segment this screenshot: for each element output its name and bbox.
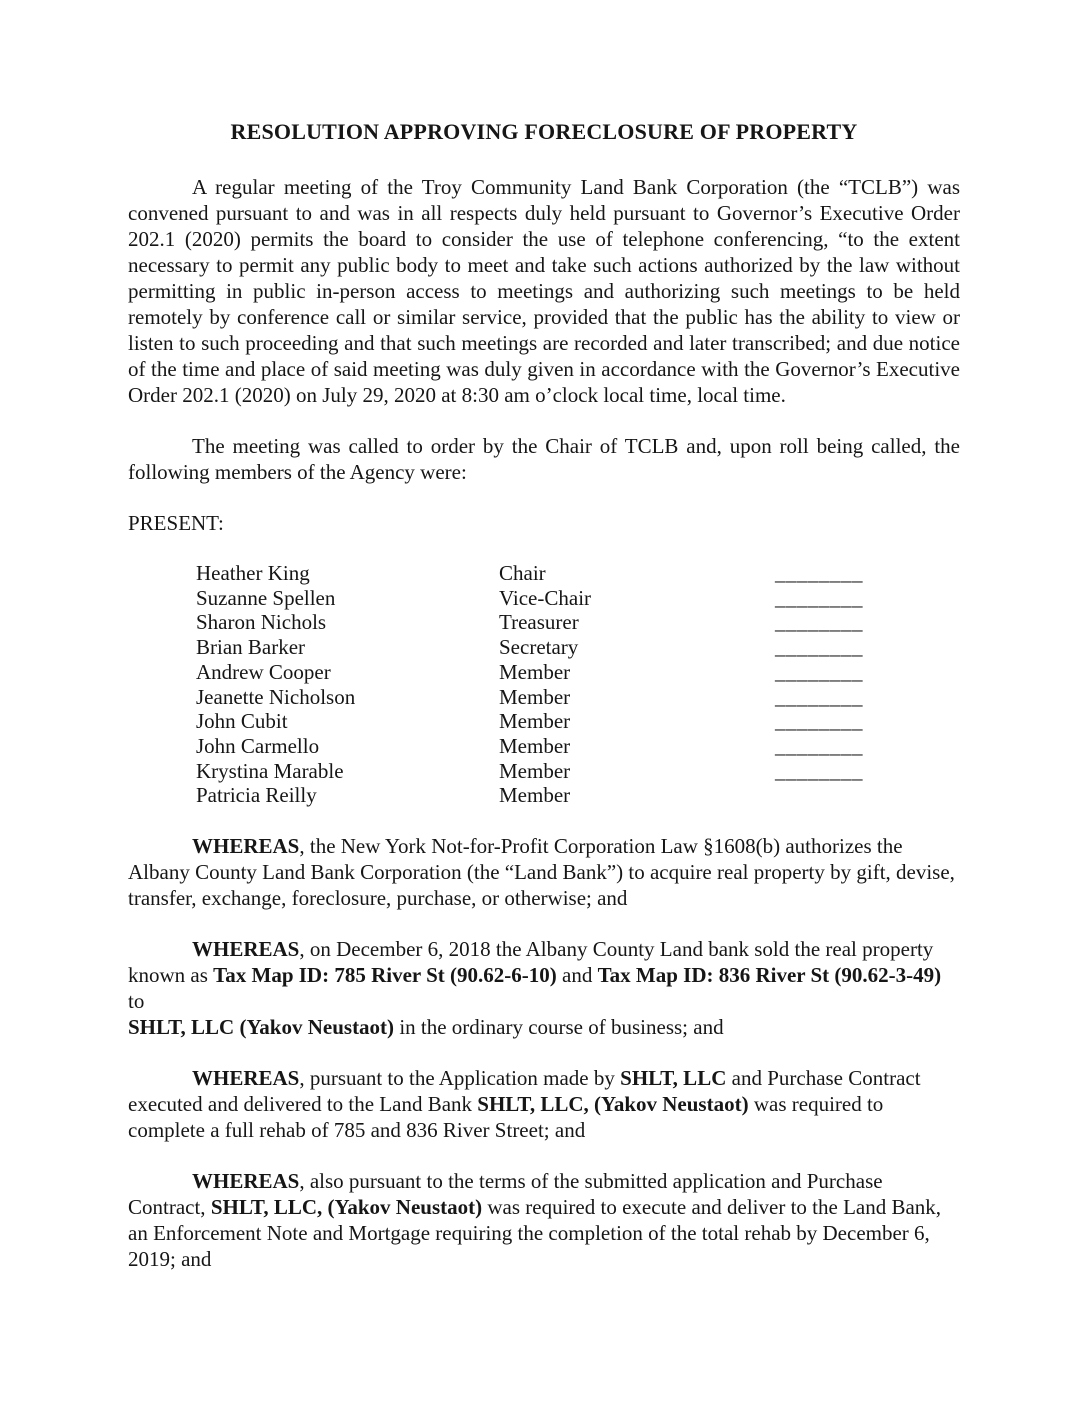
- paragraph-text: in the ordinary course of business; and: [394, 1015, 724, 1040]
- signature-line: ________: [775, 610, 863, 635]
- whereas-paragraph-2: [128, 936, 960, 1040]
- whereas-keyword: WHEREAS: [192, 937, 300, 962]
- member-name: Krystina Marable: [196, 758, 344, 783]
- buyer-name: SHLT, LLC: [620, 1066, 727, 1091]
- roll-call-row: [196, 759, 960, 784]
- signature-line: ________: [775, 659, 863, 684]
- member-role: Member: [499, 709, 571, 734]
- roll-call-list: [196, 561, 960, 808]
- member-role: Vice-Chair: [499, 585, 592, 610]
- roll-call-row: [196, 685, 960, 710]
- member-name: Jeanette Nicholson: [196, 684, 356, 709]
- paragraph-text: was required to complete a full rehab of 785 and 836 River Street; and: [128, 1092, 884, 1143]
- paragraph-text: , on December 6, 2018 the Albany County Land bank sold the real property known as: [128, 937, 934, 988]
- intro-paragraph-2: The meeting was called to order by the Chair of TCLB and, upon roll being called, the following members of the Agency were:: [128, 434, 960, 484]
- member-name: John Cubit: [196, 709, 288, 734]
- roll-call-row: [196, 586, 960, 611]
- whereas-keyword: WHEREAS: [192, 1169, 300, 1194]
- whereas-paragraph-4: [128, 1168, 960, 1272]
- member-role: Member: [499, 783, 571, 808]
- member-name: Suzanne Spellen: [196, 585, 336, 610]
- paragraph-text: and Purchase Contract executed and delivered to the Land Bank: [128, 1066, 921, 1117]
- signature-line: ________: [775, 561, 863, 585]
- member-role: Treasurer: [499, 610, 579, 635]
- roll-call-row: [196, 660, 960, 685]
- paragraph-text: to: [128, 989, 145, 1014]
- roll-call-row: [196, 561, 960, 586]
- tax-map-id-785: Tax Map ID: 785 River St (90.62-6-10): [213, 963, 557, 988]
- roll-call-row: [196, 635, 960, 660]
- paragraph-text: , pursuant to the Application made by: [299, 1066, 621, 1091]
- roll-call-row: [196, 783, 960, 808]
- signature-line: ________: [775, 758, 863, 783]
- signature-line: [775, 783, 960, 808]
- member-role: Secretary: [499, 635, 579, 660]
- present-label: PRESENT:: [128, 511, 224, 535]
- paragraph-text: and: [556, 963, 598, 988]
- document-title: RESOLUTION APPROVING FORECLOSURE OF PROPERTY: [230, 119, 858, 144]
- tax-map-id-836: Tax Map ID: 836 River St (90.62-3-49): [597, 963, 942, 988]
- buyer-name: SHLT, LLC (Yakov Neustaot): [128, 1015, 395, 1040]
- whereas-keyword: WHEREAS: [192, 834, 300, 859]
- roll-call-row: [196, 610, 960, 635]
- signature-line: ________: [775, 684, 863, 709]
- signature-line: ________: [775, 733, 863, 758]
- member-role: Member: [499, 684, 571, 709]
- member-role: Member: [499, 659, 571, 684]
- member-role: Member: [499, 733, 571, 758]
- whereas-paragraph-3: [128, 1065, 960, 1143]
- intro-paragraph-1: A regular meeting of the Troy Community Land Bank Corporation (the “TCLB”) was convened pursuant to and was in all respects duly held pursuant to Governor’s Executive Order 202.1 (2020) permits the board to consider the use of telephone conferencing, “to the extent necessary to permit any public body to meet and take such actions authorized by the law without permitting in public in-person access to meetings and authorizing such meetings to be held remotely by conference call or similar service, provided that the public has the ability to view or listen to such proceeding and that such meetings are recorded and later transcribed; and due notice of the time and place of said meeting was duly given in accordance with the Governor’s Executive Order 202.1 (2020) on July 29, 2020 at 8:30 am o’clock local time, local time.: [128, 175, 960, 407]
- member-role: Chair: [499, 561, 546, 585]
- signature-line: ________: [775, 635, 863, 660]
- member-name: Sharon Nichols: [196, 610, 327, 635]
- roll-call-row: [196, 709, 960, 734]
- roll-call-row: [196, 734, 960, 759]
- whereas-paragraph-1: [128, 833, 960, 911]
- signature-line: ________: [775, 585, 863, 610]
- member-name: John Carmello: [196, 733, 320, 758]
- paragraph-text: was required to execute and deliver to the Land Bank, an Enforcement Note and Mortgage requiring the completion of the total rehab by December 6, 2019; and: [128, 1195, 942, 1272]
- buyer-name: SHLT, LLC, (Yakov Neustaot): [210, 1195, 483, 1220]
- member-role: Member: [499, 758, 571, 783]
- member-name: Patricia Reilly: [196, 783, 317, 808]
- buyer-name: SHLT, LLC, (Yakov Neustaot): [477, 1092, 749, 1117]
- whereas-keyword: WHEREAS: [192, 1066, 300, 1091]
- member-name: Heather King: [196, 561, 310, 585]
- paragraph-text: , also pursuant to the terms of the submitted application and Purchase Contract,: [128, 1169, 883, 1220]
- member-name: Andrew Cooper: [196, 659, 331, 684]
- paragraph-text: , the New York Not-for-Profit Corporation Law §1608(b) authorizes the Albany County Land Bank Corporation (the “Land Bank”) to acquire real property by gift, devise, transfer, exchange, foreclosure, purchase, or otherwise; and: [128, 834, 955, 911]
- member-name: Brian Barker: [196, 635, 306, 660]
- signature-line: ________: [775, 709, 863, 734]
